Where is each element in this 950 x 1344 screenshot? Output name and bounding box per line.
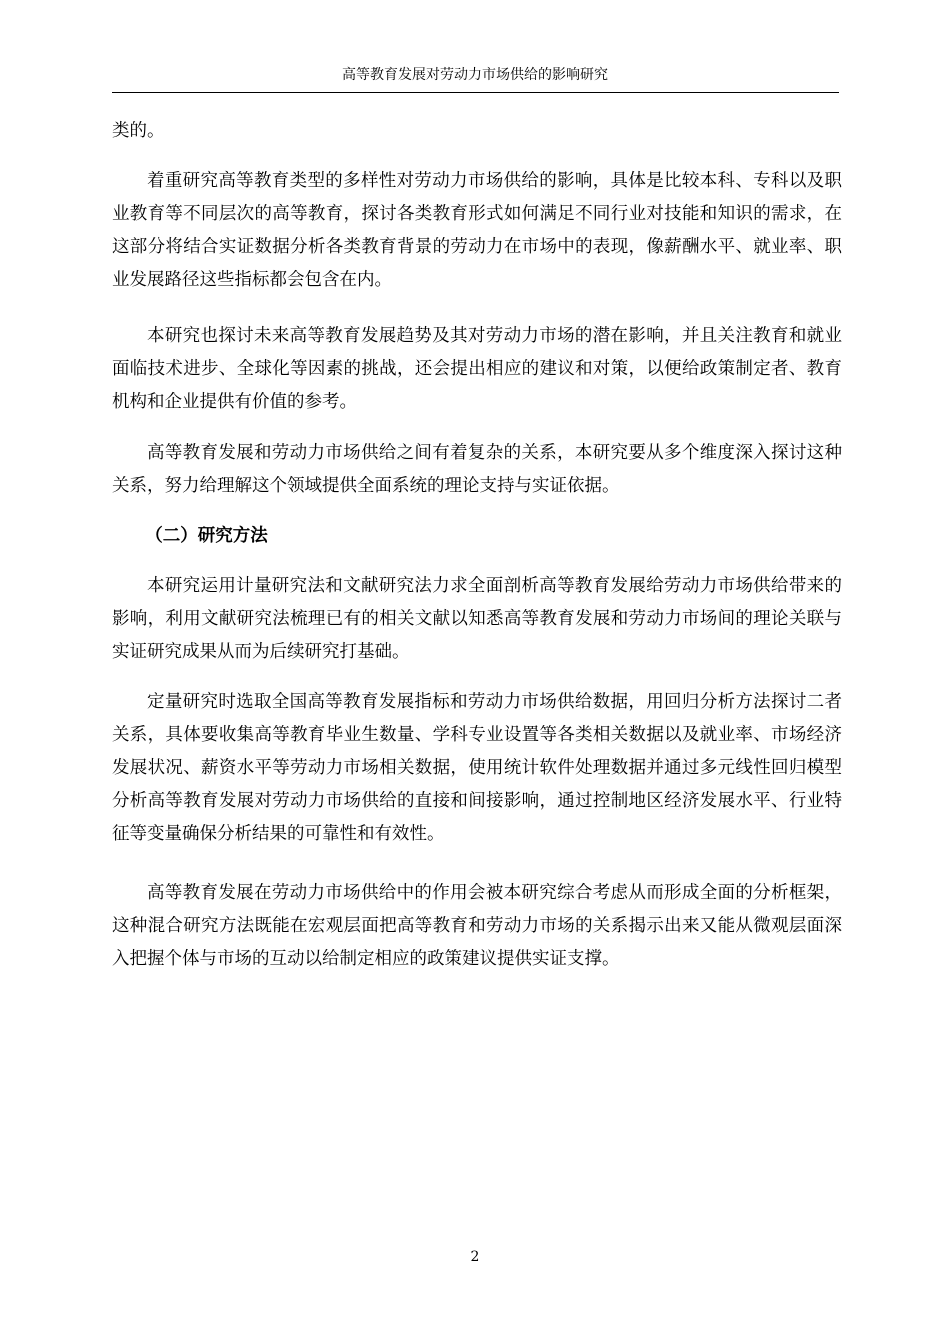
page-number: 2 [470,1249,480,1265]
paragraph-future-trends: 本研究也探讨未来高等教育发展趋势及其对劳动力市场的潜在影响，并且关注教育和就业面临技术进步、全球化等因素的挑战，还会提出相应的建议和对策，以便给政策制定者、教育机构和企业提供有价值的参考。 [112,326,842,412]
paragraph-diversity: 着重研究高等教育类型的多样性对劳动力市场供给的影响，具体是比较本科、专科以及职业教育等不同层次的高等教育，探讨各类教育形式如何满足不同行业对技能和知识的需求，在这部分将结合实证数据分析各类教育背景的劳动力在市场中的表现，像薪酬水平、就业率、职业发展路径这些指标都会包含在内。 [112,171,842,290]
paragraph-methods-overview: 本研究运用计量研究法和文献研究法力求全面剖析高等教育发展给劳动力市场供给带来的影响，利用文献研究法梳理已有的相关文献以知悉高等教育发展和劳动力市场间的理论关联与实证研究成果从而为后续研究打基础。 [112,576,842,662]
continuation-text: 类的。 [112,121,165,141]
section-heading: （二）研究方法 [145,526,268,546]
running-header: 高等教育发展对劳动力市场供给的影响研究 [342,67,608,83]
paragraph-mixed-methods: 高等教育发展在劳动力市场供给中的作用会被本研究综合考虑从而形成全面的分析框架，这种混合研究方法既能在宏观层面把高等教育和劳动力市场的关系揭示出来又能从微观层面深入把握个体与市场的互动以给制定相应的政策建议提供实证支撑。 [112,883,842,969]
header-divider [112,92,839,93]
paragraph-quantitative: 定量研究时选取全国高等教育发展指标和劳动力市场供给数据，用回归分析方法探讨二者关系，具体要收集高等教育毕业生数量、学科专业设置等各类相关数据以及就业率、市场经济发展状况、薪资水平等劳动力市场相关数据，使用统计软件处理数据并通过多元线性回归模型分析高等教育发展对劳动力市场供给的直接和间接影响，通过控制地区经济发展水平、行业特征等变量确保分析结果的可靠性和有效性。 [112,692,842,844]
paragraph-complex-relationship: 高等教育发展和劳动力市场供给之间有着复杂的关系，本研究要从多个维度深入探讨这种关系，努力给理解这个领域提供全面系统的理论支持与实证依据。 [112,443,842,496]
